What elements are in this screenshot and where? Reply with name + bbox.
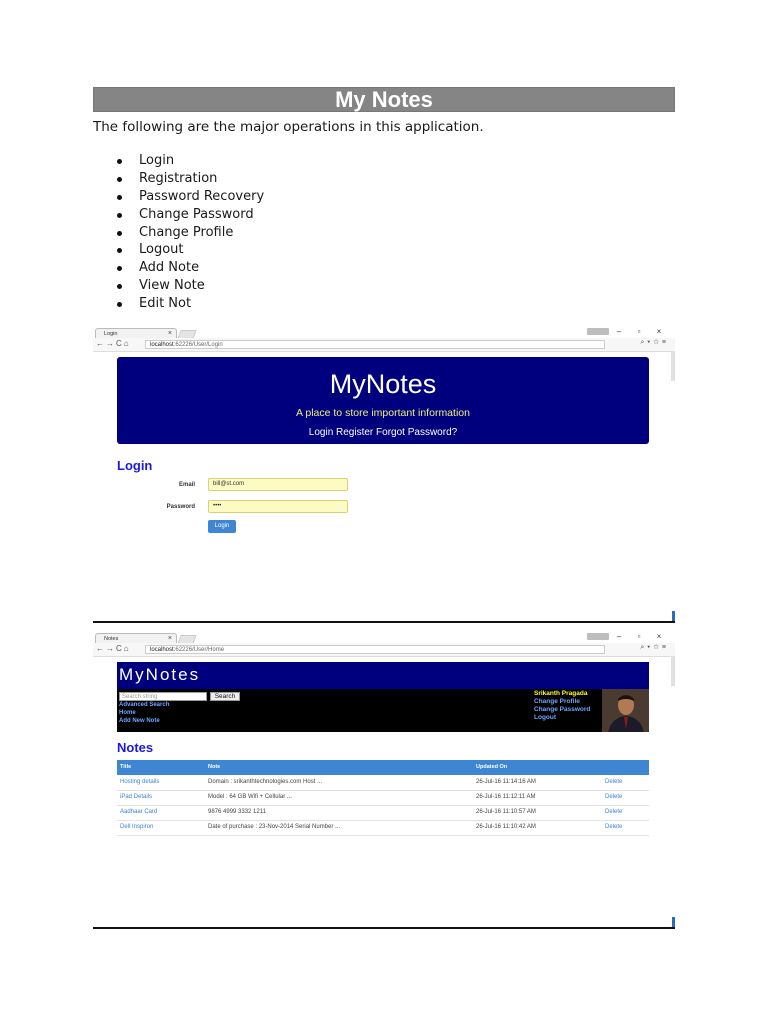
brand-title: MyNotes: [119, 665, 201, 684]
avatar: [602, 689, 649, 732]
profile-badge[interactable]: [587, 633, 609, 640]
intro-paragraph: The following are the major operations in this application.: [93, 119, 484, 135]
list-item: Login: [93, 152, 264, 170]
delete-link[interactable]: Delete: [605, 809, 623, 815]
logout-link[interactable]: Logout: [534, 714, 557, 721]
col-note: Note: [208, 764, 221, 770]
bullet-icon: [117, 302, 122, 307]
bullet-icon: [117, 284, 122, 289]
banner-tagline: A place to store important information: [296, 407, 470, 419]
user-toolbar: [117, 689, 649, 732]
password-field[interactable]: ••••: [208, 500, 348, 513]
col-title: Title: [120, 764, 132, 770]
note-title-link[interactable]: iPad Details: [120, 794, 153, 800]
delete-link[interactable]: Delete: [605, 824, 623, 830]
close-icon[interactable]: ×: [167, 635, 172, 642]
delete-link[interactable]: Delete: [605, 779, 623, 785]
note-updated: 26-Jul-16 11:10:42 AM: [476, 824, 536, 830]
email-label: Email: [178, 482, 195, 488]
bullet-icon: [117, 266, 122, 271]
list-item: Registration: [93, 170, 264, 188]
note-text: Model : 64 GB Wifi + Cellular ...: [208, 794, 292, 800]
scrollbar[interactable]: [671, 351, 675, 381]
user-name: Srikanth Pragada: [534, 690, 588, 697]
bullet-icon: [117, 177, 122, 182]
minimize-icon[interactable]: –: [616, 327, 622, 336]
user-photo-icon: [602, 689, 649, 732]
list-item: Password Recovery: [93, 188, 264, 206]
bullet-icon: [117, 231, 122, 236]
site-banner: [117, 357, 649, 444]
home-link[interactable]: Home: [119, 710, 136, 716]
divider: [93, 927, 675, 929]
search-button[interactable]: Search: [210, 692, 240, 701]
close-icon[interactable]: ×: [167, 330, 172, 337]
login-button[interactable]: Login: [208, 520, 236, 533]
list-item: Edit Not: [93, 295, 264, 313]
address-bar-row: [93, 338, 675, 352]
profile-badge[interactable]: [587, 328, 609, 335]
browser-tab-strip: [93, 632, 675, 643]
browser-tab[interactable]: Notes ×: [95, 633, 177, 643]
list-item: View Note: [93, 277, 264, 295]
search-input[interactable]: Search string: [119, 692, 207, 701]
operations-list: [93, 152, 264, 313]
col-updated: Updated On: [476, 764, 508, 770]
note-title-link[interactable]: Hosting details: [120, 779, 160, 785]
browser-tab-strip: [93, 327, 675, 338]
address-bar-row: [93, 643, 675, 657]
note-text: 9876 4999 3332 1211: [208, 809, 266, 815]
add-new-note-link[interactable]: Add New Note: [119, 718, 160, 724]
scrollbar[interactable]: [671, 656, 675, 686]
note-updated: 26-Jul-16 11:10:57 AM: [476, 809, 536, 815]
bullet-icon: [117, 159, 122, 164]
note-title-link[interactable]: Dell Inspiron: [120, 824, 154, 830]
list-item: Logout: [93, 241, 264, 259]
delete-link[interactable]: Delete: [605, 794, 623, 800]
url-field[interactable]: localhost:62226/User/Login: [145, 340, 605, 349]
note-text: Date of purchase : 23-Nov-2014 Serial Number ...: [208, 824, 341, 830]
minimize-icon[interactable]: –: [616, 632, 622, 641]
site-banner: [117, 662, 649, 689]
nav-buttons-icon[interactable]: ←→C⌂: [96, 339, 131, 348]
close-window-icon[interactable]: ×: [656, 327, 662, 336]
bullet-icon: [117, 213, 122, 218]
maximize-icon[interactable]: ▫: [637, 327, 641, 336]
window-controls: [609, 327, 669, 336]
table-row: [117, 775, 649, 791]
note-updated: 26-Jul-16 11:12:11 AM: [476, 794, 536, 800]
window-controls: [609, 632, 669, 641]
login-screenshot: [93, 327, 675, 623]
divider: [93, 621, 675, 623]
note-title-link[interactable]: Aadhaar Card: [120, 809, 158, 815]
browser-tab[interactable]: Login ×: [95, 328, 177, 338]
bullet-icon: [117, 195, 122, 200]
password-label: Password: [166, 504, 195, 510]
scroll-marker: [672, 917, 675, 927]
url-field[interactable]: localhost:62226/User/Home: [145, 645, 605, 654]
email-field[interactable]: bill@st.com: [208, 478, 348, 491]
table-row: [117, 790, 649, 806]
advanced-search-link[interactable]: Advanced Search: [119, 702, 170, 708]
table-header: [117, 760, 649, 775]
banner-title: MyNotes: [329, 369, 437, 399]
toolbar-icons[interactable]: ⌕▾☆≡: [640, 339, 669, 346]
login-heading: Login: [117, 458, 153, 473]
nav-buttons-icon[interactable]: ←→C⌂: [96, 644, 131, 653]
scroll-marker: [672, 611, 675, 621]
note-text: Domain : srikanthtechnologies.com Host ...: [208, 779, 323, 785]
close-window-icon[interactable]: ×: [656, 632, 662, 641]
home-screenshot: [93, 632, 675, 929]
change-profile-link[interactable]: Change Profile: [534, 698, 580, 705]
change-password-link[interactable]: Change Password: [534, 706, 591, 713]
table-row: [117, 820, 649, 836]
document-title: My Notes: [93, 87, 675, 112]
maximize-icon[interactable]: ▫: [637, 632, 641, 641]
banner-nav[interactable]: Login Register Forgot Password?: [308, 427, 458, 438]
notes-heading: Notes: [117, 740, 154, 755]
list-item: Change Profile: [93, 224, 264, 242]
list-item: Change Password: [93, 206, 264, 224]
bullet-icon: [117, 248, 122, 253]
table-row: [117, 805, 649, 821]
note-updated: 26-Jul-16 11:14:16 AM: [476, 779, 536, 785]
list-item: Add Note: [93, 259, 264, 277]
toolbar-icons[interactable]: ⌕▾☆≡: [640, 644, 669, 651]
